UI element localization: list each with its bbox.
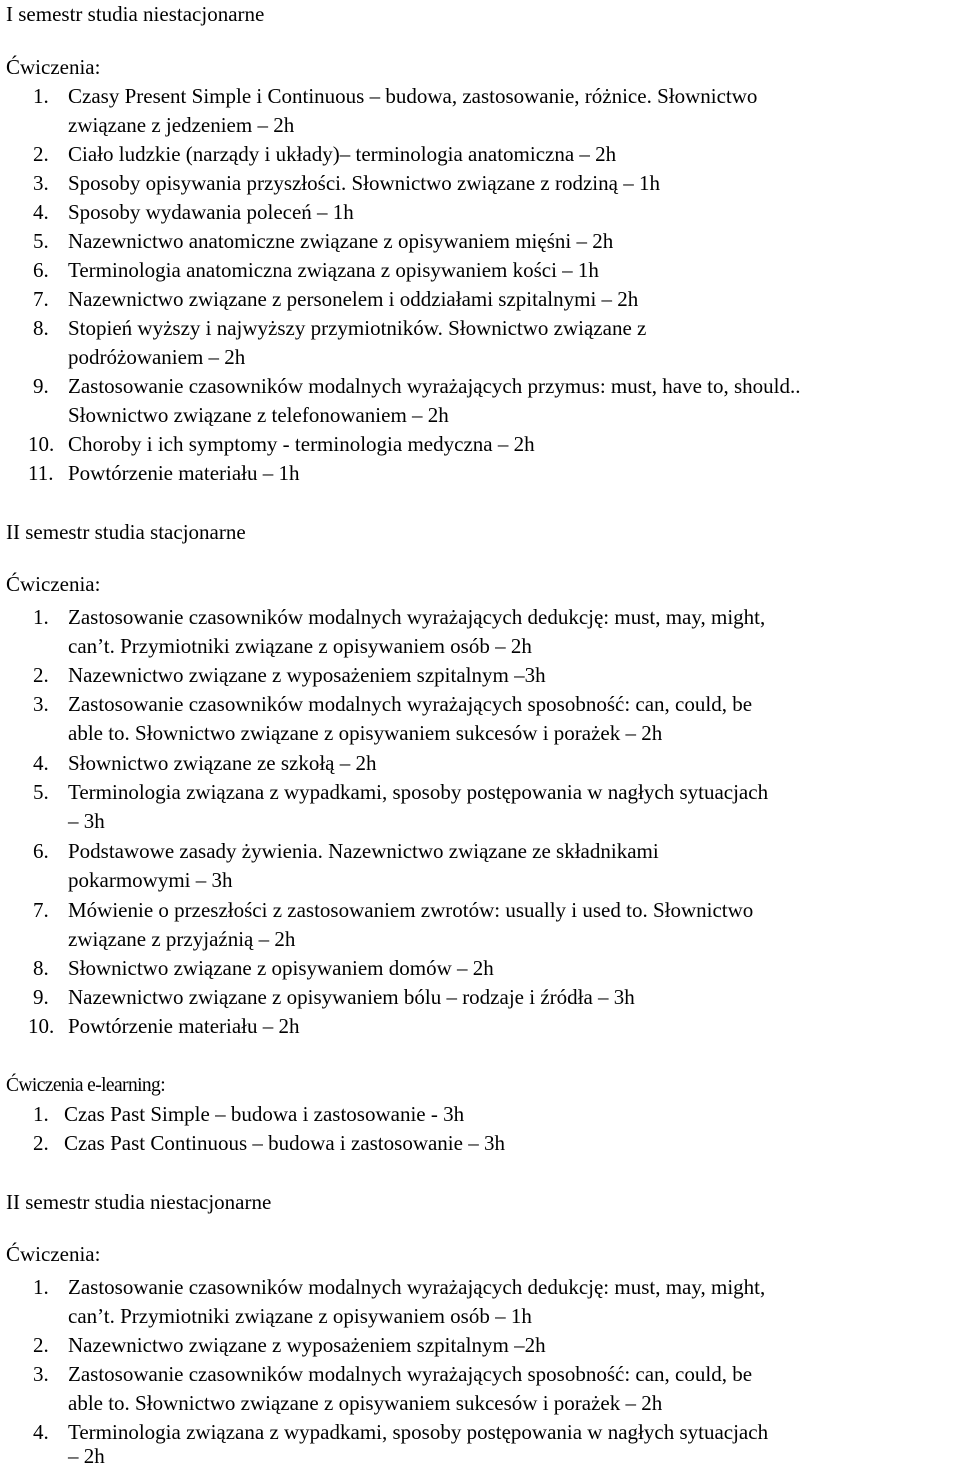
list-item-text: Zastosowanie czasowników modalnych wyrażających przymus: must, have to, should.. — [68, 374, 801, 398]
list-item-text: can’t. Przymiotniki związane z opisywaniem osób – 2h — [68, 634, 532, 658]
list-item-text: Choroby i ich symptomy - terminologia medyczna – 2h — [68, 432, 535, 456]
section-label: Ćwiczenia: — [6, 572, 101, 596]
list-item-number: 7. — [33, 898, 49, 922]
list-item-number: 2. — [33, 1131, 49, 1155]
list-item-number: 9. — [33, 374, 49, 398]
section-heading: II semestr studia niestacjonarne — [6, 1190, 272, 1214]
list-item-number: 9. — [33, 985, 49, 1009]
list-item-text: Powtórzenie materiału – 1h — [68, 461, 300, 485]
list-item-text: Podstawowe zasady żywienia. Nazewnictwo związane ze składnikami — [68, 839, 659, 863]
list-item-text: Terminologia związana z wypadkami, sposoby postępowania w nagłych sytuacjach — [68, 1420, 769, 1444]
list-item-number: 6. — [33, 258, 49, 282]
list-item-text: Nazewnictwo związane z opisywaniem bólu – rodzaje i źródła – 3h — [68, 985, 635, 1009]
list-item-text: – 3h — [68, 809, 105, 833]
list-item-text: Słownictwo związane z telefonowaniem – 2h — [68, 403, 449, 427]
list-item-text: Sposoby opisywania przyszłości. Słownictwo związane z rodziną – 1h — [68, 171, 660, 195]
list-item-text: Czasy Present Simple i Continuous – budowa, zastosowanie, różnice. Słownictwo — [68, 84, 758, 108]
list-item-text: Stopień wyższy i najwyższy przymiotników. Słownictwo związane z — [68, 316, 647, 340]
list-item-text: can’t. Przymiotniki związane z opisywaniem osób – 1h — [68, 1304, 532, 1328]
section-heading: II semestr studia stacjonarne — [6, 520, 246, 544]
list-item-text: Nazewnictwo związane z personelem i oddziałami szpitalnymi – 2h — [68, 287, 639, 311]
list-item-text: able to. Słownictwo związane z opisywaniem sukcesów i porażek – 2h — [68, 1391, 663, 1415]
list-item-text: Zastosowanie czasowników modalnych wyrażających dedukcję: must, may, might, — [68, 1275, 766, 1299]
list-item-number: 1. — [33, 605, 49, 629]
section-label: Ćwiczenia: — [6, 1242, 101, 1266]
list-item-text: – 2h — [68, 1444, 105, 1468]
list-item-number: 8. — [33, 956, 49, 980]
list-item-text: Powtórzenie materiału – 2h — [68, 1014, 300, 1038]
list-item-text: Słownictwo związane ze szkołą – 2h — [68, 751, 377, 775]
list-item-text: Ciało ludzkie (narządy i układy)– terminologia anatomiczna – 2h — [68, 142, 617, 166]
list-item-text: Nazewnictwo związane z wyposażeniem szpitalnym –3h — [68, 663, 546, 687]
list-item-number: 5. — [33, 780, 49, 804]
list-item-number: 1. — [33, 1102, 49, 1126]
list-item-text: Czas Past Simple – budowa i zastosowanie - 3h — [64, 1102, 465, 1126]
list-item-text: Sposoby wydawania poleceń – 1h — [68, 200, 354, 224]
list-item-number: 4. — [33, 200, 49, 224]
list-item-text: Zastosowanie czasowników modalnych wyrażających dedukcję: must, may, might, — [68, 605, 766, 629]
list-item-number: 4. — [33, 1420, 49, 1444]
list-item-number: 1. — [33, 84, 49, 108]
list-item-number: 5. — [33, 229, 49, 253]
list-item-text: związane z jedzeniem – 2h — [68, 113, 295, 137]
list-item-text: podróżowaniem – 2h — [68, 345, 246, 369]
list-item-text: związane z przyjaźnią – 2h — [68, 927, 296, 951]
list-item-text: able to. Słownictwo związane z opisywaniem sukcesów i porażek – 2h — [68, 721, 663, 745]
section-label: Ćwiczenia e-learning: — [6, 1075, 166, 1096]
list-item-text: Słownictwo związane z opisywaniem domów – 2h — [68, 956, 494, 980]
list-item-text: Zastosowanie czasowników modalnych wyrażających sposobność: can, could, be — [68, 692, 753, 716]
list-item-number: 2. — [33, 663, 49, 687]
list-item-number: 10. — [28, 432, 55, 456]
list-item-number: 11. — [28, 461, 54, 485]
list-item-number: 10. — [28, 1014, 55, 1038]
list-item-text: Terminologia związana z wypadkami, sposoby postępowania w nagłych sytuacjach — [68, 780, 769, 804]
section-heading: I semestr studia niestacjonarne — [6, 2, 265, 26]
list-item-number: 6. — [33, 839, 49, 863]
list-item-text: Nazewnictwo anatomiczne związane z opisywaniem mięśni – 2h — [68, 229, 614, 253]
list-item-text: Zastosowanie czasowników modalnych wyrażających sposobność: can, could, be — [68, 1362, 753, 1386]
list-item-text: pokarmowymi – 3h — [68, 868, 233, 892]
list-item-text: Czas Past Continuous – budowa i zastosowanie – 3h — [64, 1131, 505, 1155]
list-item-number: 8. — [33, 316, 49, 340]
section-label: Ćwiczenia: — [6, 55, 101, 79]
list-item-number: 2. — [33, 142, 49, 166]
list-item-number: 2. — [33, 1333, 49, 1357]
list-item-number: 3. — [33, 171, 49, 195]
list-item-number: 3. — [33, 692, 49, 716]
list-item-text: Mówienie o przeszłości z zastosowaniem zwrotów: usually i used to. Słownictwo — [68, 898, 754, 922]
list-item-text: Nazewnictwo związane z wyposażeniem szpitalnym –2h — [68, 1333, 546, 1357]
list-item-number: 4. — [33, 751, 49, 775]
list-item-text: Terminologia anatomiczna związana z opisywaniem kości – 1h — [68, 258, 599, 282]
list-item-number: 3. — [33, 1362, 49, 1386]
list-item-number: 1. — [33, 1275, 49, 1299]
list-item-number: 7. — [33, 287, 49, 311]
